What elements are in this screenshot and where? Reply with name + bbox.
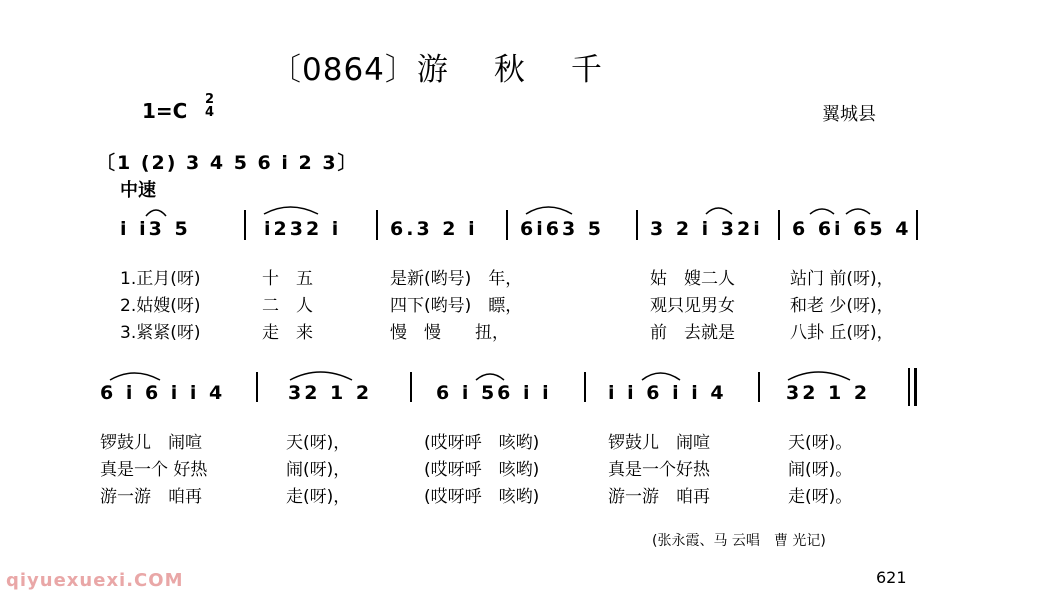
lyric-verse-2-a: 真是一个 好热 (100, 460, 208, 480)
lyric-verse-3-b: 走(呀)， (286, 487, 351, 507)
lyric-verse-2-c: 四下(哟号) 瞟， (390, 296, 523, 316)
lyric-verse-1-b: 十 五 (262, 269, 313, 289)
lyric-verse-1-e: 站门 前(呀)， (790, 269, 894, 289)
page-number: 621 (876, 568, 907, 587)
measure: 3 2 i 32i (650, 218, 763, 240)
measure: 6.3 2 i (390, 218, 478, 240)
lyric-verse-3-d: 游一游 咱再 (608, 487, 710, 507)
lyric-verse-2-d: 真是一个好热 (608, 460, 710, 480)
lyric-verse-2-e: 和老 少(呀)， (790, 296, 894, 316)
measure: i232 i (264, 218, 342, 240)
lyric-verse-3-a: 3.紧紧(呀) (120, 323, 201, 343)
lyric-verse-2-d: 观只见男女 (650, 296, 735, 316)
measure: 6 i 56 i i (436, 382, 552, 404)
lyric-verse-1-a: 锣鼓儿 闹喧 (100, 433, 202, 453)
lyric-verse-3-b: 走 来 (262, 323, 313, 343)
credit-line: (张永霞、马 云唱 曹 光记) (652, 533, 826, 549)
watermark: qiyuexuexi.COM (6, 570, 184, 591)
lyric-verse-1-e: 天(呀)。 (788, 433, 853, 453)
song-name: 游秋千 (416, 52, 648, 88)
lyric-verse-1-a: 1.正月(呀) (120, 269, 201, 289)
scale-notes: 〔1 (2) 3 4 5 6 i 2 3〕 (96, 152, 359, 174)
song-number: 〔0864〕 (270, 52, 417, 88)
time-signature-bottom: 4 (205, 105, 215, 120)
lyric-verse-3-e: 八卦 丘(呀)， (790, 323, 894, 343)
lyric-verse-1-c: (哎呀呼 咳哟) (424, 433, 540, 453)
lyric-verse-1-b: 天(呀)， (286, 433, 351, 453)
lyric-verse-3-c: 慢 慢 扭， (390, 323, 509, 343)
lyric-verse-3-a: 游一游 咱再 (100, 487, 202, 507)
region-label: 翼城县 (822, 104, 876, 125)
time-signature-top: 2 (205, 92, 215, 107)
measure: i i3 5 (120, 218, 191, 240)
measure: 32 1 2 (786, 382, 871, 404)
lyric-verse-2-a: 2.姑嫂(呀) (120, 296, 201, 316)
lyric-verse-1-c: 是新(哟号) 年， (390, 269, 523, 289)
lyric-verse-2-c: (哎呀呼 咳哟) (424, 460, 540, 480)
lyric-verse-1-d: 姑 嫂二人 (650, 269, 735, 289)
lyric-verse-3-e: 走(呀)。 (788, 487, 853, 507)
measure: 6 6i 65 4 (792, 218, 912, 240)
tempo-marking: 中速 (120, 180, 156, 201)
lyric-verse-1-d: 锣鼓儿 闹喧 (608, 433, 710, 453)
lyric-verse-2-e: 闹(呀)。 (788, 460, 853, 480)
measure: i i 6 i i 4 (608, 382, 727, 404)
key-signature: 1=C (142, 99, 188, 123)
lyric-verse-3-c: (哎呀呼 咳哟) (424, 487, 540, 507)
measure: 6 i 6 i i 4 (100, 382, 226, 404)
lyric-verse-2-b: 二 人 (262, 296, 313, 316)
measure: 32 1 2 (288, 382, 373, 404)
lyric-verse-3-d: 前 去就是 (650, 323, 735, 343)
lyric-verse-2-b: 闹(呀)， (286, 460, 351, 480)
measure: 6i63 5 (520, 218, 605, 240)
